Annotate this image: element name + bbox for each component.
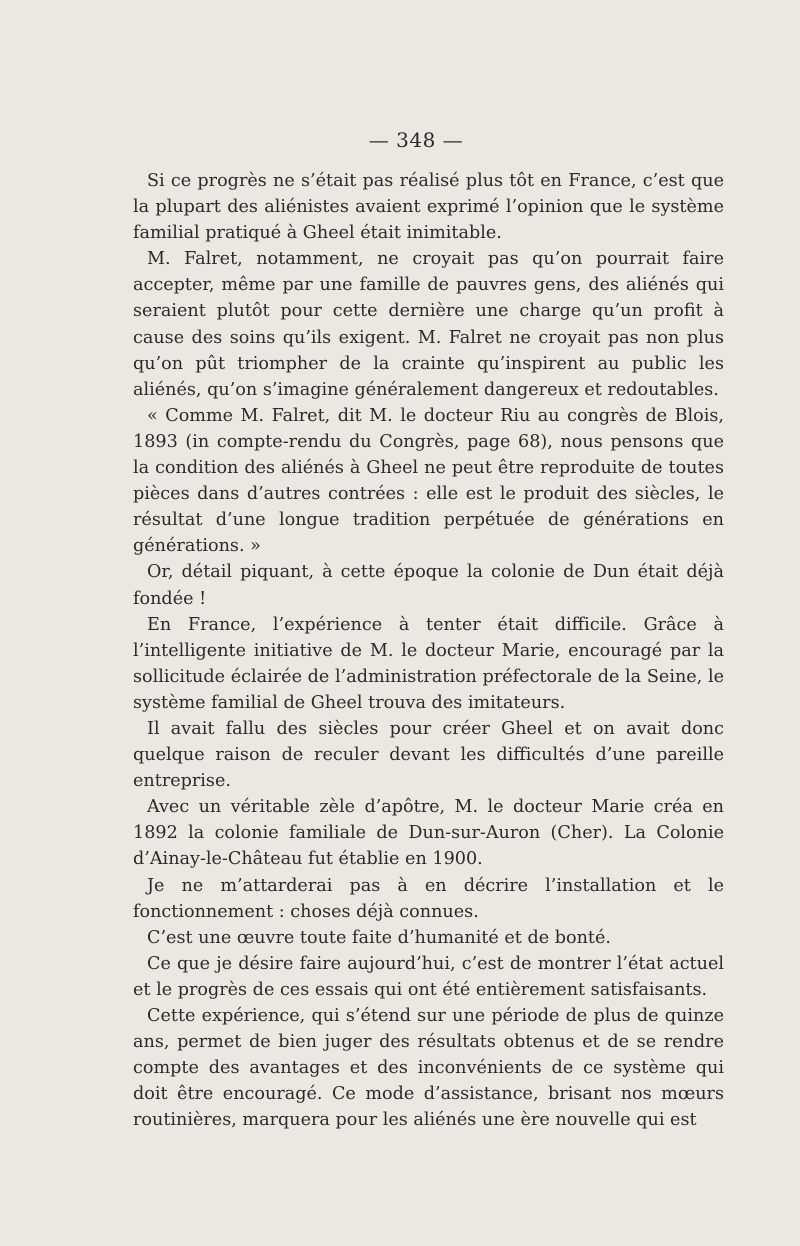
body-text	[133, 168, 724, 1133]
paragraph: Or, détail piquant, à cette époque la colonie de Dun était déjà fondée !	[133, 562, 724, 609]
paragraph: Il avait fallu des siècles pour créer Gheel et on avait donc quelque raison de reculer devant les difficultés d’une pareille entreprise.	[133, 718, 724, 792]
paragraph: M. Falret, notamment, ne croyait pas qu’on pourrait faire accepter, même par une famille de pauvres gens, des aliénés qui seraient plutôt pour cette dernière une charge qu’un profit à cause des soins qu’ils exigent. M. Falret ne croyait pas non plus qu’on pût triompher de la crainte qu’inspirent au public les aliénés, qu’on s’imagine généralement dangereux et redoutables.	[133, 249, 724, 400]
paragraph: Je ne m’attarderai pas à en décrire l’installation et le fonctionnement : choses déjà connues.	[133, 875, 724, 922]
paragraph: Cette expérience, qui s’étend sur une période de plus de quinze ans, permet de bien juger des résultats obtenus et de se rendre compte des avantages et des inconvénients de ce système qui doit être encouragé. Ce mode d’assistance, brisant nos mœurs routinières, marquera pour les aliénés une ère nouvelle qui est	[133, 1006, 724, 1131]
paragraph: « Comme M. Falret, dit M. le docteur Riu au congrès de Blois, 1893 (in compte-rendu du Congrès, page 68), nous pensons que la condition des aliénés à Gheel ne peut être reproduite de toutes pièces dans d’autres contrées : elle est le produit des siècles, le résultat d’une longue tradition perpétuée de générations en générations. »	[133, 405, 724, 557]
paragraph: Si ce progrès ne s’était pas réalisé plus tôt en France, c’est que la plupart des aliénistes avaient exprimé l’opinion que le système familial pratiqué à Gheel était inimitable.	[133, 171, 724, 244]
paragraph: Avec un véritable zèle d’apôtre, M. le docteur Marie créa en 1892 la colonie familiale de Dun-sur-Auron (Cher). La Colonie d’Ainay-le-Château fut établie en 1900.	[133, 797, 724, 870]
page-number: — 348 —	[368, 128, 464, 152]
paragraph: C’est une œuvre toute faite d’humanité et de bonté.	[147, 927, 612, 948]
paragraph: Ce que je désire faire aujourd’hui, c’est de montrer l’état actuel et le progrès de ces essais qui ont été entièrement satisfaisants.	[133, 953, 724, 1000]
paragraph: En France, l’expérience à tenter était difficile. Grâce à l’intelligente initiative de M. le docteur Marie, encouragé par la sollicitude éclairée de l’administration préfectorale de la Seine, le système familial de Gheel trouva des imitateurs.	[133, 614, 724, 713]
